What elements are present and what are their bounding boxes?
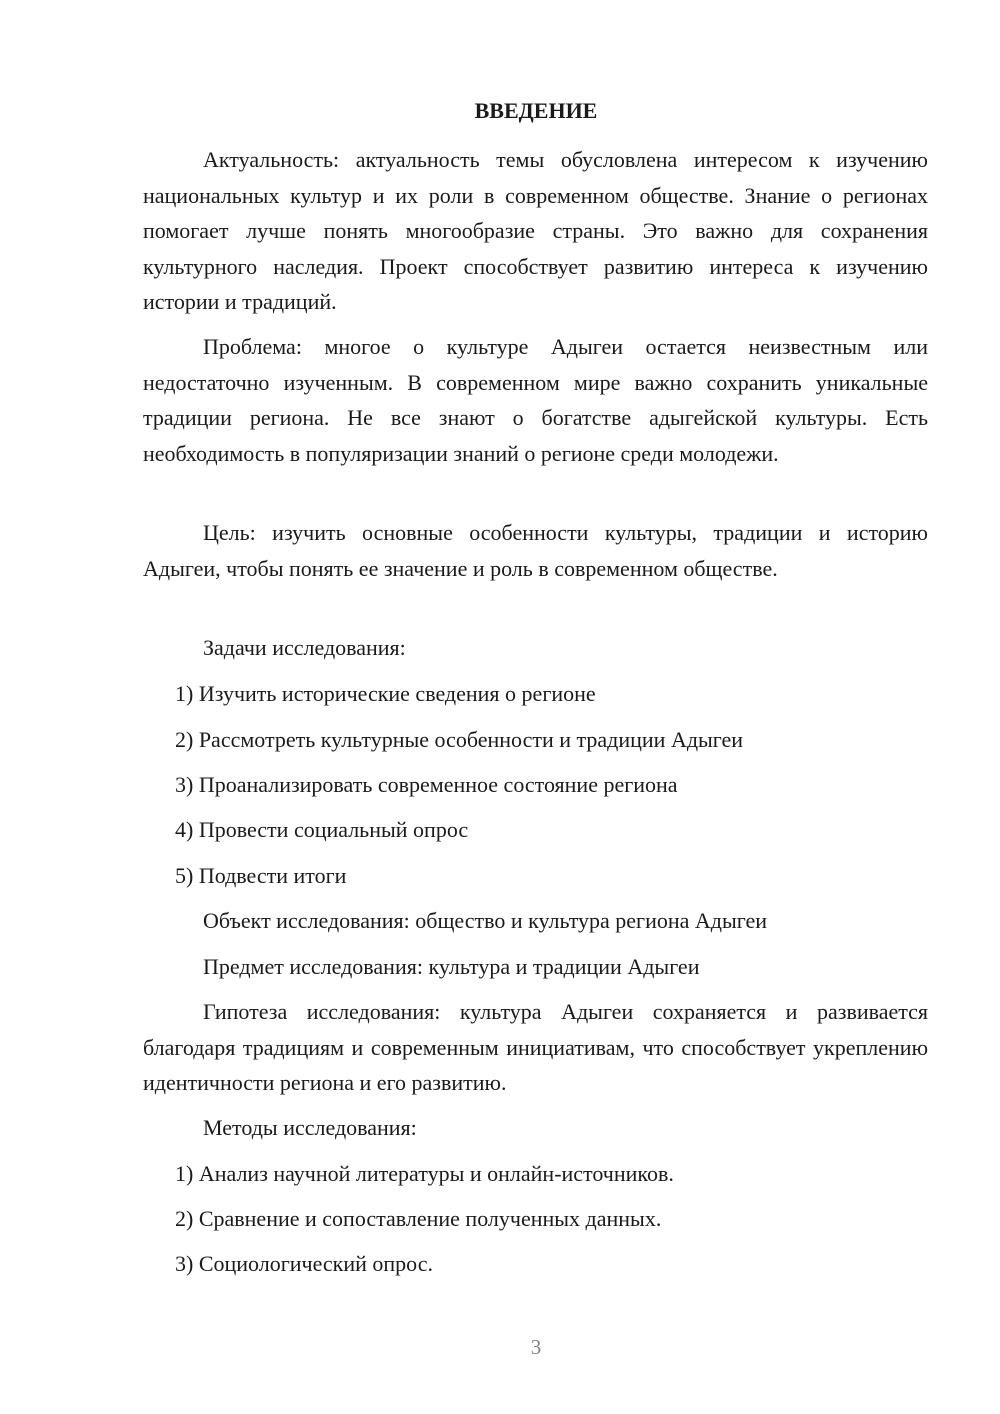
method-item: 1) Анализ научной литературы и онлайн-источников.	[175, 1161, 674, 1186]
methods-heading: Методы исследования:	[203, 1115, 417, 1140]
relevance-paragraph: Актуальность: актуальность темы обусловлена интересом к изучению национальных культур и их роли в современном обществе. Знание о регионах помогает лучше понять многообразие страны. Это важно для сохранения культурного наследия. Проект способствует развитию интереса к изучению истории и традиций.	[143, 147, 928, 314]
task-item: 5) Подвести итоги	[175, 863, 347, 888]
research-subject: Предмет исследования: культура и традиции Адыгеи	[203, 954, 700, 979]
method-item: 2) Сравнение и сопоставление полученных данных.	[175, 1206, 662, 1231]
page-number: 3	[530, 1335, 542, 1359]
goal-paragraph: Цель: изучить основные особенности культуры, традиции и историю Адыгеи, чтобы понять ее значение и роль в современном обществе.	[143, 520, 928, 581]
problem-paragraph: Проблема: многое о культуре Адыгеи остается неизвестным или недостаточно изученным. В современном мире важно сохранить уникальные традиции региона. Не все знают о богатстве адыгейской культуры. Есть необходимость в популяризации знаний о регионе среди молодежи.	[143, 334, 928, 466]
method-item: 3) Социологический опрос.	[175, 1251, 433, 1276]
hypothesis-paragraph: Гипотеза исследования: культура Адыгеи сохраняется и развивается благодаря традициям и современным инициативам, что способствует укреплению идентичности региона и его развитию.	[143, 999, 928, 1095]
task-item: 3) Проанализировать современное состояние региона	[175, 772, 678, 797]
task-item: 2) Рассмотреть культурные особенности и традиции Адыгеи	[175, 727, 744, 752]
research-object: Объект исследования: общество и культура региона Адыгеи	[203, 908, 768, 933]
task-item: 1) Изучить исторические сведения о регионе	[175, 681, 596, 706]
task-item: 4) Провести социальный опрос	[175, 817, 469, 842]
page-title: ВВЕДЕНИЕ	[474, 98, 598, 123]
tasks-heading: Задачи исследования:	[203, 635, 406, 660]
